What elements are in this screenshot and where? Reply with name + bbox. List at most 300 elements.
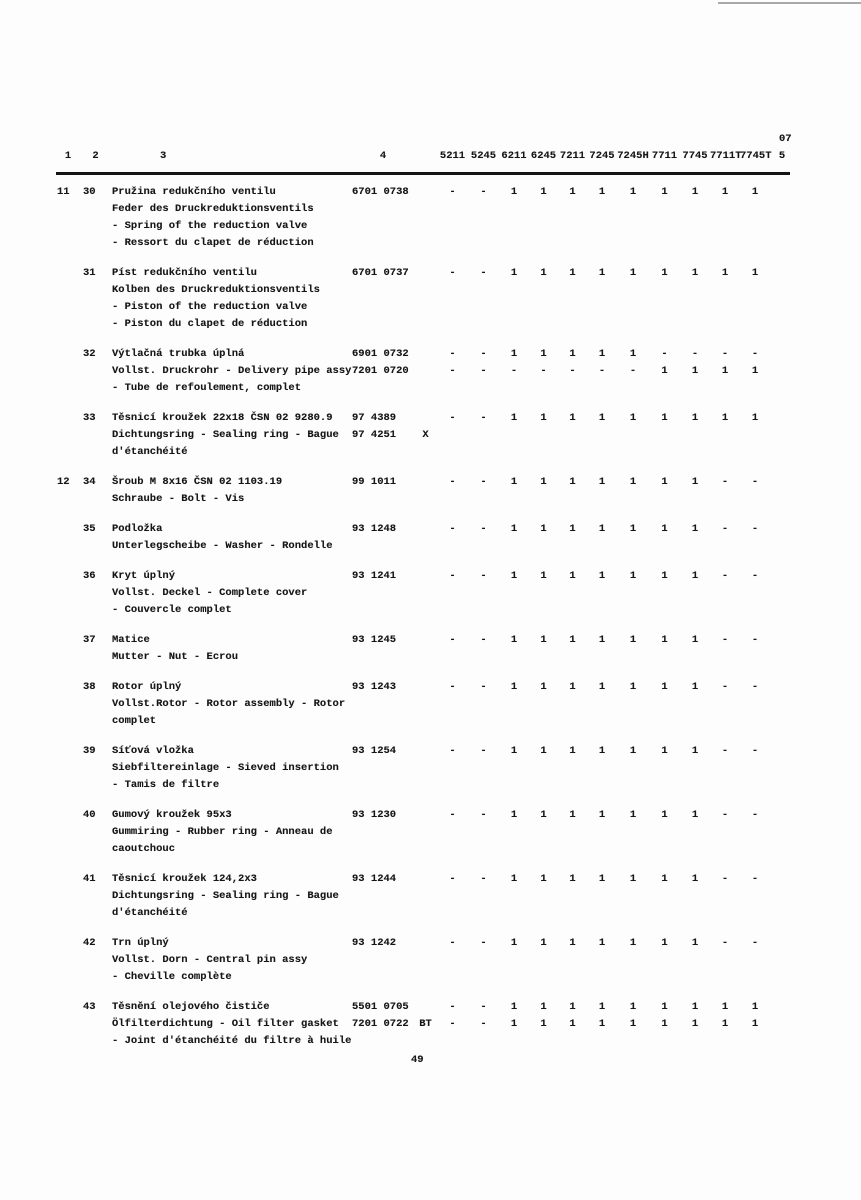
note-code bbox=[414, 444, 437, 461]
qty-cell bbox=[468, 491, 499, 508]
part-number: 97 4251 bbox=[352, 429, 397, 441]
table-line bbox=[55, 632, 794, 649]
part-entry bbox=[55, 410, 794, 461]
qty-cell: 1 bbox=[569, 186, 576, 198]
qty-cell bbox=[499, 491, 529, 508]
table-line bbox=[55, 346, 794, 363]
qty-cell: 1 bbox=[629, 681, 637, 693]
qty-cell bbox=[740, 380, 770, 397]
qty-cell: 1 bbox=[629, 412, 637, 424]
qty-cell: - bbox=[721, 348, 729, 360]
qty-cell bbox=[649, 760, 680, 777]
qty-cell bbox=[617, 316, 649, 333]
part-entry bbox=[55, 999, 794, 1050]
part-description: Vollst. Druckrohr - Delivery pipe assy bbox=[112, 365, 352, 377]
qty-cell: 1 bbox=[661, 570, 668, 582]
qty-cell bbox=[558, 538, 587, 555]
qty-cell bbox=[710, 201, 740, 218]
note-code bbox=[414, 282, 437, 299]
qty-cell: 1 bbox=[540, 873, 547, 885]
qty-cell: 1 bbox=[598, 634, 606, 646]
qty-cell bbox=[710, 218, 740, 235]
qty-cell bbox=[529, 444, 558, 461]
note-code bbox=[414, 184, 437, 201]
qty-cell: 1 bbox=[598, 570, 606, 582]
qty-cell: 1 bbox=[510, 412, 518, 424]
qty-cell: 1 bbox=[510, 476, 518, 488]
qty-cell bbox=[587, 299, 617, 316]
group-ref bbox=[55, 521, 81, 538]
item-number: 31 bbox=[83, 267, 96, 279]
qty-cell: 1 bbox=[569, 873, 576, 885]
parts-table-body bbox=[55, 184, 794, 1063]
part-description: - Spring of the reduction valve bbox=[112, 220, 308, 232]
column-header-model: 7245H bbox=[617, 150, 649, 162]
qty-cell bbox=[680, 952, 710, 969]
note-code bbox=[414, 410, 437, 427]
note-code bbox=[414, 999, 437, 1016]
part-number bbox=[352, 824, 414, 841]
part-entry bbox=[55, 807, 794, 858]
qty-cell bbox=[740, 952, 770, 969]
item-number bbox=[81, 649, 110, 666]
qty-cell bbox=[558, 649, 587, 666]
note-code bbox=[414, 888, 437, 905]
part-number bbox=[352, 713, 414, 730]
part-number: 97 4389 bbox=[352, 412, 397, 424]
qty-cell bbox=[740, 427, 770, 444]
qty-cell: - bbox=[480, 570, 487, 582]
note-code bbox=[414, 713, 437, 730]
qty-cell bbox=[740, 824, 770, 841]
qty-cell: 1 bbox=[569, 412, 576, 424]
qty-cell bbox=[499, 713, 529, 730]
qty-cell: 1 bbox=[569, 523, 576, 535]
qty-cell: 1 bbox=[540, 348, 547, 360]
qty-cell: 1 bbox=[751, 412, 759, 424]
item-number bbox=[81, 713, 110, 730]
part-entry bbox=[55, 521, 794, 555]
qty-cell bbox=[529, 969, 558, 986]
item-number bbox=[81, 841, 110, 858]
qty-cell bbox=[558, 888, 587, 905]
qty-cell bbox=[617, 777, 649, 794]
qty-cell: 1 bbox=[540, 412, 547, 424]
qty-cell bbox=[649, 316, 680, 333]
qty-cell bbox=[617, 905, 649, 922]
qty-cell bbox=[437, 841, 468, 858]
qty-cell bbox=[558, 841, 587, 858]
part-number bbox=[352, 841, 414, 858]
qty-cell bbox=[617, 201, 649, 218]
qty-cell bbox=[499, 969, 529, 986]
item-number bbox=[81, 316, 110, 333]
qty-cell: - bbox=[721, 937, 729, 949]
part-description: caoutchouc bbox=[112, 843, 176, 855]
table-line bbox=[55, 649, 794, 666]
qty-cell: - bbox=[480, 267, 487, 279]
column-header-model: 7745 bbox=[682, 150, 708, 162]
qty-cell: 1 bbox=[629, 745, 637, 757]
table-line bbox=[55, 824, 794, 841]
qty-cell bbox=[529, 952, 558, 969]
part-number: 99 1011 bbox=[352, 476, 397, 488]
part-number bbox=[352, 952, 414, 969]
item-number bbox=[81, 299, 110, 316]
qty-cell bbox=[617, 218, 649, 235]
qty-cell bbox=[437, 905, 468, 922]
qty-cell bbox=[587, 760, 617, 777]
qty-cell: 1 bbox=[661, 634, 668, 646]
qty-cell: 1 bbox=[721, 1018, 729, 1030]
qty-cell bbox=[710, 905, 740, 922]
table-line bbox=[55, 380, 794, 397]
note-code: X bbox=[422, 429, 429, 441]
qty-cell bbox=[437, 380, 468, 397]
qty-cell: 1 bbox=[569, 570, 576, 582]
part-number bbox=[352, 201, 414, 218]
table-header-row bbox=[55, 148, 794, 165]
qty-cell bbox=[617, 888, 649, 905]
part-number: 7201 0720 bbox=[352, 365, 409, 377]
qty-cell: 1 bbox=[629, 873, 637, 885]
qty-cell bbox=[529, 491, 558, 508]
qty-cell bbox=[617, 380, 649, 397]
trailing-cell bbox=[770, 841, 794, 858]
note-code bbox=[414, 632, 437, 649]
qty-cell bbox=[468, 824, 499, 841]
qty-cell: 1 bbox=[510, 348, 518, 360]
trailing-cell bbox=[770, 935, 794, 952]
qty-cell: 1 bbox=[540, 634, 547, 646]
qty-cell: - bbox=[480, 681, 487, 693]
qty-cell bbox=[587, 585, 617, 602]
qty-cell: 1 bbox=[661, 1001, 668, 1013]
part-entry bbox=[55, 474, 794, 508]
note-code bbox=[414, 346, 437, 363]
column-header-model: 7711T bbox=[710, 150, 742, 162]
qty-cell bbox=[437, 282, 468, 299]
qty-cell bbox=[680, 969, 710, 986]
part-number: 7201 0722 bbox=[352, 1018, 409, 1030]
qty-cell bbox=[499, 777, 529, 794]
item-number bbox=[81, 905, 110, 922]
part-entry bbox=[55, 935, 794, 986]
qty-cell bbox=[740, 760, 770, 777]
column-header-model: 7745T bbox=[740, 150, 772, 162]
qty-cell bbox=[740, 696, 770, 713]
qty-cell bbox=[437, 696, 468, 713]
trailing-cell bbox=[770, 444, 794, 461]
qty-cell bbox=[710, 427, 740, 444]
part-description: Dichtungsring - Sealing ring - Bague bbox=[112, 890, 339, 902]
part-number: 93 1248 bbox=[352, 523, 397, 535]
note-code bbox=[414, 363, 437, 380]
qty-cell bbox=[499, 538, 529, 555]
qty-cell bbox=[499, 696, 529, 713]
qty-cell bbox=[649, 427, 680, 444]
part-number bbox=[352, 760, 414, 777]
scan-artifact-line bbox=[718, 2, 861, 4]
qty-cell bbox=[529, 282, 558, 299]
part-description: - Ressort du clapet de réduction bbox=[112, 237, 314, 249]
note-code bbox=[414, 807, 437, 824]
trailing-cell bbox=[770, 1033, 794, 1050]
table-line bbox=[55, 184, 794, 201]
qty-cell bbox=[437, 713, 468, 730]
qty-cell bbox=[649, 380, 680, 397]
qty-cell: 1 bbox=[629, 267, 637, 279]
trailing-cell bbox=[770, 521, 794, 538]
qty-cell: - bbox=[480, 412, 487, 424]
item-number: 34 bbox=[83, 476, 96, 488]
qty-cell: 1 bbox=[629, 1018, 637, 1030]
part-description: Těsnicí kroužek 22x18 ČSN 02 9280.9 bbox=[112, 412, 333, 424]
qty-cell bbox=[529, 299, 558, 316]
qty-cell bbox=[649, 649, 680, 666]
qty-cell bbox=[529, 201, 558, 218]
qty-cell bbox=[680, 427, 710, 444]
trailing-cell bbox=[770, 282, 794, 299]
note-code bbox=[414, 235, 437, 252]
trailing-cell bbox=[770, 538, 794, 555]
table-line bbox=[55, 235, 794, 252]
item-number: 30 bbox=[83, 186, 96, 198]
trailing-cell bbox=[770, 649, 794, 666]
qty-cell bbox=[680, 760, 710, 777]
qty-cell bbox=[649, 538, 680, 555]
qty-cell bbox=[680, 713, 710, 730]
item-number: 37 bbox=[83, 634, 96, 646]
item-number: 32 bbox=[83, 348, 96, 360]
qty-cell: - bbox=[449, 476, 456, 488]
qty-cell: - bbox=[751, 348, 759, 360]
qty-cell: 1 bbox=[598, 937, 606, 949]
qty-cell bbox=[529, 888, 558, 905]
qty-cell bbox=[649, 713, 680, 730]
trailing-cell bbox=[770, 713, 794, 730]
part-number bbox=[352, 696, 414, 713]
qty-cell bbox=[468, 282, 499, 299]
qty-cell bbox=[617, 602, 649, 619]
item-number bbox=[81, 585, 110, 602]
qty-cell: 1 bbox=[540, 186, 547, 198]
qty-cell: 1 bbox=[721, 186, 729, 198]
part-description: - Piston du clapet de réduction bbox=[112, 318, 308, 330]
qty-cell bbox=[529, 713, 558, 730]
qty-cell bbox=[468, 952, 499, 969]
qty-cell bbox=[468, 777, 499, 794]
qty-cell bbox=[468, 299, 499, 316]
qty-cell bbox=[499, 235, 529, 252]
qty-cell bbox=[740, 969, 770, 986]
qty-cell: 1 bbox=[629, 523, 637, 535]
qty-cell bbox=[617, 649, 649, 666]
part-number bbox=[352, 299, 414, 316]
qty-cell bbox=[649, 585, 680, 602]
qty-cell: 1 bbox=[661, 681, 668, 693]
column-header-model: 6211 bbox=[501, 150, 527, 162]
table-line bbox=[55, 363, 794, 380]
qty-cell bbox=[499, 841, 529, 858]
qty-cell: - bbox=[751, 570, 759, 582]
qty-cell bbox=[558, 316, 587, 333]
part-number: 6701 0737 bbox=[352, 267, 409, 279]
qty-cell: 1 bbox=[629, 186, 637, 198]
qty-cell bbox=[529, 824, 558, 841]
group-ref bbox=[55, 568, 81, 585]
trailing-cell bbox=[770, 184, 794, 201]
qty-cell: 1 bbox=[540, 570, 547, 582]
table-line bbox=[55, 807, 794, 824]
group-ref bbox=[55, 679, 81, 696]
qty-cell bbox=[437, 538, 468, 555]
qty-cell: 1 bbox=[540, 1001, 547, 1013]
qty-cell bbox=[740, 777, 770, 794]
qty-cell bbox=[437, 299, 468, 316]
qty-cell: 1 bbox=[598, 681, 606, 693]
qty-cell: 1 bbox=[691, 570, 699, 582]
qty-cell bbox=[499, 201, 529, 218]
qty-cell bbox=[558, 760, 587, 777]
qty-cell bbox=[740, 585, 770, 602]
qty-cell bbox=[740, 299, 770, 316]
qty-cell bbox=[499, 1033, 529, 1050]
group-ref bbox=[55, 888, 81, 905]
qty-cell: 1 bbox=[540, 1018, 547, 1030]
item-number bbox=[81, 969, 110, 986]
part-description: Rotor úplný bbox=[112, 681, 182, 693]
qty-cell bbox=[468, 427, 499, 444]
table-line bbox=[55, 679, 794, 696]
qty-cell bbox=[740, 888, 770, 905]
note-code bbox=[414, 696, 437, 713]
qty-cell bbox=[710, 316, 740, 333]
qty-cell bbox=[468, 841, 499, 858]
qty-cell bbox=[558, 969, 587, 986]
note-code bbox=[414, 491, 437, 508]
qty-cell: 1 bbox=[691, 523, 699, 535]
qty-cell: 1 bbox=[510, 1018, 518, 1030]
part-description: - Tamis de filtre bbox=[112, 779, 220, 791]
qty-cell bbox=[437, 316, 468, 333]
qty-cell: - bbox=[751, 809, 759, 821]
trailing-cell bbox=[770, 299, 794, 316]
qty-cell bbox=[499, 649, 529, 666]
qty-cell: 1 bbox=[598, 476, 606, 488]
page-section-code: 07 bbox=[779, 133, 792, 145]
qty-cell: - bbox=[721, 873, 729, 885]
qty-cell bbox=[529, 1033, 558, 1050]
qty-cell bbox=[558, 585, 587, 602]
qty-cell bbox=[649, 299, 680, 316]
part-number bbox=[352, 444, 414, 461]
column-header-model: 7211 bbox=[559, 150, 586, 162]
qty-cell: 1 bbox=[540, 523, 547, 535]
qty-cell bbox=[558, 380, 587, 397]
qty-cell bbox=[710, 444, 740, 461]
qty-cell bbox=[680, 218, 710, 235]
qty-cell bbox=[558, 696, 587, 713]
qty-cell: 1 bbox=[691, 809, 699, 821]
table-line bbox=[55, 743, 794, 760]
trailing-cell bbox=[770, 602, 794, 619]
qty-cell: - bbox=[629, 365, 637, 377]
note-code bbox=[414, 760, 437, 777]
item-number bbox=[81, 235, 110, 252]
qty-cell bbox=[558, 602, 587, 619]
qty-cell bbox=[617, 282, 649, 299]
table-line bbox=[55, 1033, 794, 1050]
qty-cell bbox=[437, 777, 468, 794]
qty-cell bbox=[587, 602, 617, 619]
part-description: d'étanchéité bbox=[112, 907, 188, 919]
table-line bbox=[55, 777, 794, 794]
qty-cell: 1 bbox=[510, 873, 518, 885]
qty-cell bbox=[587, 841, 617, 858]
qty-cell: - bbox=[449, 1018, 456, 1030]
trailing-cell bbox=[770, 568, 794, 585]
qty-cell bbox=[529, 696, 558, 713]
qty-cell bbox=[468, 905, 499, 922]
qty-cell: - bbox=[449, 348, 456, 360]
qty-cell: 1 bbox=[661, 937, 668, 949]
trailing-cell bbox=[770, 969, 794, 986]
group-ref bbox=[55, 299, 81, 316]
item-number: 39 bbox=[83, 745, 96, 757]
part-number: 93 1244 bbox=[352, 873, 397, 885]
qty-cell: 1 bbox=[598, 745, 606, 757]
qty-cell bbox=[499, 316, 529, 333]
qty-cell bbox=[710, 696, 740, 713]
qty-cell: 1 bbox=[751, 1018, 759, 1030]
qty-cell: - bbox=[449, 873, 456, 885]
qty-cell bbox=[468, 380, 499, 397]
part-description: - Tube de refoulement, complet bbox=[112, 382, 302, 394]
qty-cell: 1 bbox=[598, 1018, 606, 1030]
qty-cell bbox=[468, 538, 499, 555]
part-number: 93 1243 bbox=[352, 681, 397, 693]
qty-cell: 1 bbox=[540, 476, 547, 488]
table-line bbox=[55, 316, 794, 333]
qty-cell: 1 bbox=[721, 267, 729, 279]
qty-cell bbox=[710, 649, 740, 666]
qty-cell bbox=[587, 777, 617, 794]
qty-cell bbox=[437, 602, 468, 619]
part-number: 93 1242 bbox=[352, 937, 397, 949]
qty-cell bbox=[529, 218, 558, 235]
qty-cell bbox=[558, 491, 587, 508]
qty-cell: - bbox=[598, 365, 606, 377]
qty-cell bbox=[649, 905, 680, 922]
qty-cell bbox=[617, 696, 649, 713]
qty-cell bbox=[680, 696, 710, 713]
qty-cell bbox=[710, 824, 740, 841]
note-code bbox=[414, 380, 437, 397]
qty-cell: 1 bbox=[569, 267, 576, 279]
part-number bbox=[352, 316, 414, 333]
table-line bbox=[55, 585, 794, 602]
group-ref bbox=[55, 410, 81, 427]
qty-cell bbox=[649, 235, 680, 252]
qty-cell: 1 bbox=[569, 745, 576, 757]
trailing-cell bbox=[770, 807, 794, 824]
group-ref bbox=[55, 935, 81, 952]
qty-cell: 1 bbox=[629, 634, 637, 646]
qty-cell: - bbox=[751, 476, 759, 488]
qty-cell: 1 bbox=[661, 873, 668, 885]
qty-cell bbox=[529, 841, 558, 858]
